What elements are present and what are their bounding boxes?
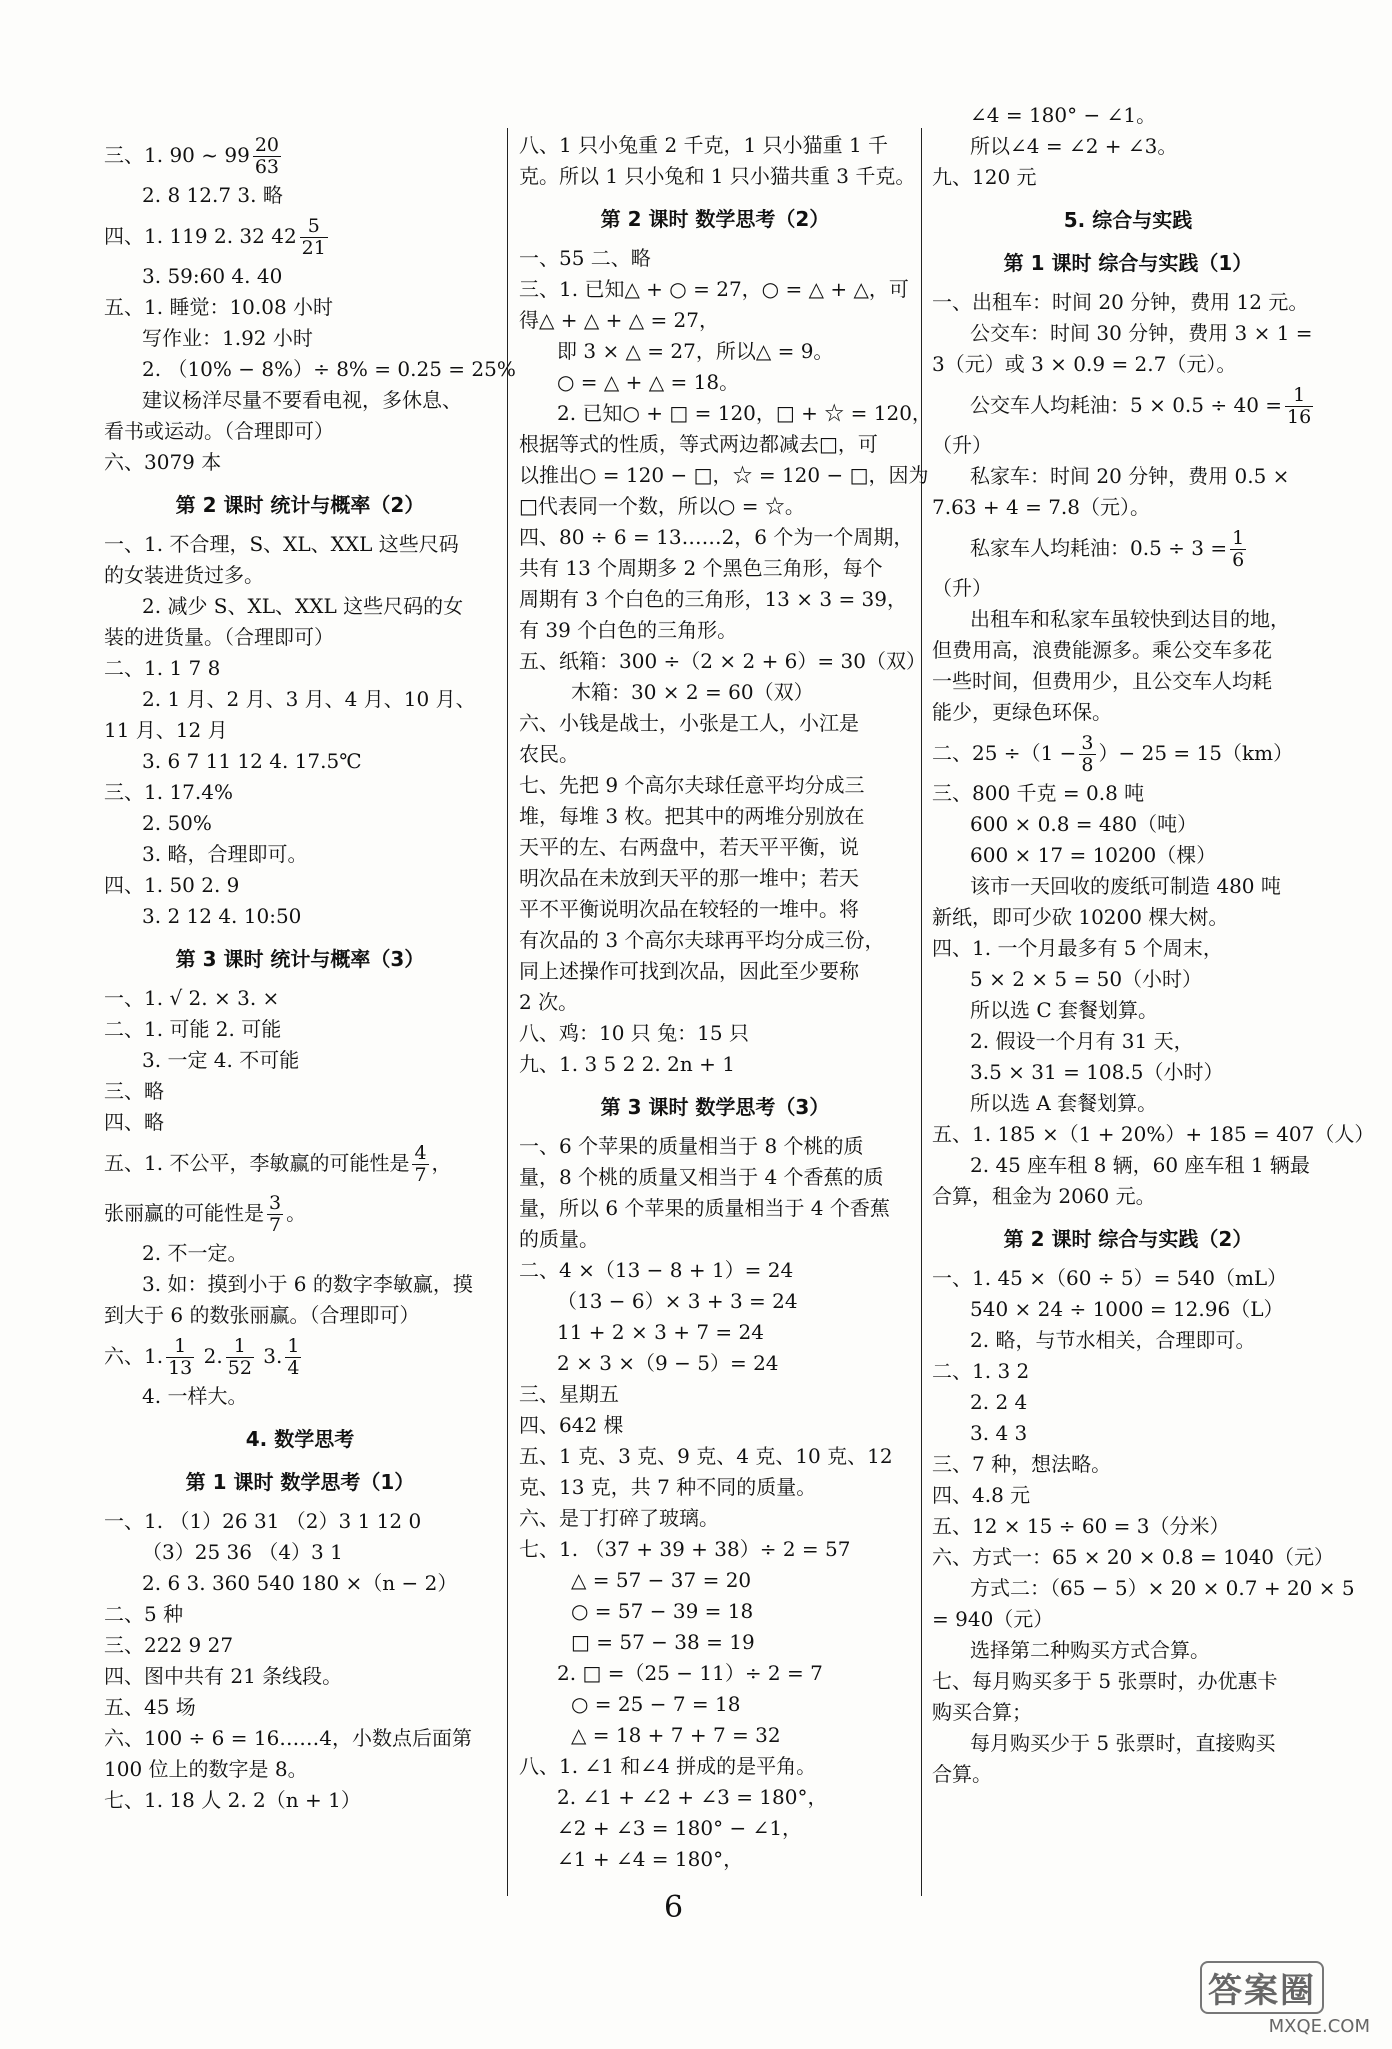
text-line: （升） — [932, 433, 992, 457]
text-line: 所以选 A 套餐划算。 — [970, 1091, 1158, 1115]
text-line: 新纸，即可少砍 10200 棵大树。 — [932, 905, 1229, 929]
fraction: $\frac{20}{63}$ — [254, 134, 279, 178]
text-line: 三、800 千克 = 0.8 吨 — [932, 781, 1145, 805]
text-line: 3.5 × 31 = 108.5（小时） — [970, 1060, 1224, 1084]
text-line: 2. （10% − 8%）÷ 8% = 0.25 = 25% — [142, 357, 516, 381]
text-line: 二、1. 3 2 — [932, 1359, 1030, 1383]
fraction: $\frac{3}{7}$ — [269, 1192, 282, 1236]
text-line: 四、80 ÷ 6 = 13……2，6 个为一个周期， — [519, 525, 914, 549]
watermark-logo-text: 答案圈 — [1200, 1961, 1324, 2014]
section-heading: 第 2 课时 综合与实践（2） — [1003, 1227, 1253, 1251]
text-line: 周期有 3 个白色的三角形，13 × 3 = 39， — [519, 587, 908, 611]
text-line: 7.63 + 4 = 7.8（元）。 — [932, 495, 1151, 519]
text-line: ○ = 57 − 39 = 18 — [571, 1599, 754, 1623]
chapter-heading: 4. 数学思考 — [245, 1427, 355, 1451]
text-line: 2 × 3 ×（9 − 5）= 24 — [557, 1351, 779, 1375]
text-line: 2. 减少 S、XL、XXL 这些尺码的女 — [142, 594, 464, 618]
text-line: （13 − 6）× 3 + 3 = 24 — [557, 1289, 798, 1313]
text-line: 三、7 种，想法略。 — [932, 1452, 1112, 1476]
page-number: 6 — [664, 1890, 684, 1925]
text-line: 选择第二种购买方式合算。 — [970, 1638, 1210, 1662]
text-line: 八、1. ∠1 和∠4 拼成的是平角。 — [519, 1754, 817, 1778]
text-line: 2. 50% — [142, 811, 212, 835]
text-line: = 940（元） — [932, 1607, 1054, 1631]
text-line: 五、1. 不公平，李敏赢的可能性是 $\frac{4}{7}$ ， — [104, 1142, 452, 1186]
text-line: 公交车人均耗油：5 × 0.5 ÷ 40 = $\frac{1}{16}$ — [970, 384, 1312, 428]
text-line: 六、100 ÷ 6 = 16……4，小数点后面第 — [104, 1726, 473, 1750]
text-line: 2 次。 — [519, 990, 579, 1014]
text-line: ○ = 25 − 7 = 18 — [571, 1692, 741, 1716]
text-line: 有 39 个白色的三角形。 — [519, 618, 738, 642]
text-line: ○ = △ + △ = 18。 — [557, 370, 740, 394]
text-line: 600 × 0.8 = 480（吨） — [970, 812, 1198, 836]
text-line: 以推出○ = 120 − □，☆ = 120 − □，因为 — [519, 463, 929, 487]
text-line: 八、鸡：10 只 兔：15 只 — [519, 1021, 749, 1045]
text-line: 二、5 种 — [104, 1602, 184, 1626]
text-line: 一、1. 45 ×（60 ÷ 5）= 540（mL） — [932, 1266, 1288, 1290]
text-line: 但费用高，浪费能源多。乘公交车多花 — [932, 638, 1272, 662]
section-heading: 第 2 课时 统计与概率（2） — [175, 493, 425, 517]
text-line: 三、略 — [104, 1079, 164, 1103]
text-line: 出租车和私家车虽较快到达目的地， — [970, 607, 1290, 631]
text-line: 平不平衡说明次品在较轻的一堆中。将 — [519, 897, 859, 921]
fraction: $\frac{5}{21}$ — [301, 215, 326, 259]
text-line: ∠1 + ∠4 = 180°， — [557, 1847, 744, 1871]
text-line: 2. 1 月、2 月、3 月、4 月、10 月、 — [142, 687, 476, 711]
text-line: 3. 一定 4. 不可能 — [142, 1048, 300, 1072]
text-line: 所以选 C 套餐划算。 — [970, 998, 1159, 1022]
text-line: 六、1. $\frac{1}{13}$ 2. $\frac{1}{52}$ 3. $\frac{1}{4}$ — [104, 1335, 300, 1379]
text-line: 一、55 二、略 — [519, 246, 651, 270]
column-divider-left — [507, 128, 508, 1896]
fraction: $\frac{1}{52}$ — [227, 1335, 252, 1379]
text-line: 二、1. 可能 2. 可能 — [104, 1017, 282, 1041]
section-heading: 第 3 课时 数学思考（3） — [600, 1095, 830, 1119]
text-line: 100 位上的数字是 8。 — [104, 1757, 308, 1781]
text-line: 2. 45 座车租 8 辆，60 座车租 1 辆最 — [970, 1153, 1310, 1177]
text-line: 明次品在未放到天平的那一堆中；若天 — [519, 866, 859, 890]
text-line: 四、图中共有 21 条线段。 — [104, 1664, 343, 1688]
text-line: 五、1 克、3 克、9 克、4 克、10 克、12 — [519, 1444, 893, 1468]
text-line: （3）25 36 （4）3 1 — [142, 1540, 343, 1564]
text-line: 一、出租车：时间 20 分钟，费用 12 元。 — [932, 290, 1309, 314]
text-line: 五、12 × 15 ÷ 60 = 3（分米） — [932, 1514, 1230, 1538]
text-line: 合算。 — [932, 1762, 992, 1786]
text-line: 七、1. （37 + 39 + 38）÷ 2 = 57 — [519, 1537, 851, 1561]
text-line: 同上述操作可找到次品，因此至少要称 — [519, 959, 859, 983]
fraction: $\frac{4}{7}$ — [414, 1142, 427, 1186]
section-heading: 第 2 课时 数学思考（2） — [600, 207, 830, 231]
text-line: 八、1 只小兔重 2 千克，1 只小猫重 1 千 — [519, 133, 889, 157]
fraction: $\frac{1}{6}$ — [1232, 527, 1245, 571]
text-line: 三、1. 17.4% — [104, 780, 233, 804]
text-line: 即 3 × △ = 27，所以△ = 9。 — [557, 339, 834, 363]
text-line: 天平的左、右两盘中，若天平平衡，说 — [519, 835, 859, 859]
text-line: 九、120 元 — [932, 165, 1037, 189]
text-line: 能少，更绿色环保。 — [932, 700, 1112, 724]
text-line: 合算，租金为 2060 元。 — [932, 1184, 1156, 1208]
fraction: $\frac{1}{4}$ — [287, 1335, 300, 1379]
text-line: 一、6 个苹果的质量相当于 8 个桃的质 — [519, 1134, 864, 1158]
text-line: 二、4 ×（13 − 8 + 1）= 24 — [519, 1258, 794, 1282]
text-line: 四、1. 一个月最多有 5 个周末， — [932, 936, 1223, 960]
text-line: 2. 假设一个月有 31 天， — [970, 1029, 1194, 1053]
section-heading: 第 3 课时 统计与概率（3） — [175, 947, 425, 971]
text-line: 共有 13 个周期多 2 个黑色三角形，每个 — [519, 556, 883, 580]
text-line: 七、1. 18 人 2. 2（n + 1） — [104, 1788, 361, 1812]
text-line: ∠2 + ∠3 = 180° − ∠1， — [557, 1816, 803, 1840]
text-line: 3. 4 3 — [970, 1421, 1028, 1445]
text-line: 建议杨洋尽量不要看电视，多休息、 — [142, 388, 462, 412]
text-line: 三、星期五 — [519, 1382, 619, 1406]
text-line: 七、先把 9 个高尔夫球任意平均分成三 — [519, 773, 865, 797]
text-line: 11 + 2 × 3 + 7 = 24 — [557, 1320, 764, 1344]
text-line: （升） — [932, 576, 992, 600]
text-line: 克。所以 1 只小兔和 1 只小猫共重 3 千克。 — [519, 164, 916, 188]
column-divider-right — [921, 128, 922, 1896]
text-line: 一、1. 不合理，S、XL、XXL 这些尺码 — [104, 532, 459, 556]
text-line: 该市一天回收的废纸可制造 480 吨 — [970, 874, 1281, 898]
text-line: 堆，每堆 3 枚。把其中的两堆分别放在 — [519, 804, 865, 828]
answer-column-1 — [104, 130, 516, 1816]
section-heading: 第 1 课时 数学思考（1） — [185, 1470, 415, 1494]
text-line: 九、1. 3 5 2 2. 2n + 1 — [519, 1052, 735, 1076]
text-line: 三、1. 已知△ + ○ = 27，○ = △ + △，可 — [519, 277, 909, 301]
text-line: 量，8 个桃的质量又相当于 4 个香蕉的质 — [519, 1165, 884, 1189]
text-line: 到大于 6 的数张丽赢。（合理即可） — [104, 1303, 420, 1327]
text-line: 一些时间，但费用少，且公交车人均耗 — [932, 669, 1272, 693]
text-line: 540 × 24 ÷ 1000 = 12.96（L） — [970, 1297, 1284, 1321]
fraction: $\frac{1}{13}$ — [168, 1335, 193, 1379]
text-line: △ = 57 − 37 = 20 — [571, 1568, 752, 1592]
text-line: 四、略 — [104, 1110, 164, 1134]
text-line: 五、45 场 — [104, 1695, 196, 1719]
text-line: 六、是丁打碎了玻璃。 — [519, 1506, 719, 1530]
answer-column-2 — [519, 130, 932, 1875]
watermark-logo — [1200, 1961, 1370, 2037]
text-line: 克、13 克，共 7 种不同的质量。 — [519, 1475, 817, 1499]
text-line: 所以∠4 = ∠2 + ∠3。 — [970, 134, 1178, 158]
text-line: 二、1. 1 7 8 — [104, 656, 221, 680]
text-line: 的质量。 — [519, 1227, 599, 1251]
text-line: 4. 一样大。 — [142, 1384, 248, 1408]
text-line: 张丽赢的可能性是 $\frac{3}{7}$ 。 — [104, 1192, 307, 1236]
text-line: 四、1. 50 2. 9 — [104, 873, 240, 897]
answer-column-3 — [932, 100, 1375, 1790]
text-line: 5 × 2 × 5 = 50（小时） — [970, 967, 1203, 991]
text-line: 2. 不一定。 — [142, 1241, 248, 1265]
text-line: 3. 略，合理即可。 — [142, 842, 308, 866]
text-line: 五、纸箱：300 ÷（2 × 2 + 6）= 30（双） — [519, 649, 926, 673]
chapter-heading: 5. 综合与实践 — [1063, 208, 1193, 232]
text-line: 2. 略，与节水相关，合理即可。 — [970, 1328, 1256, 1352]
fraction: $\frac{3}{8}$ — [1081, 732, 1094, 776]
section-heading: 第 1 课时 综合与实践（1） — [1003, 251, 1253, 275]
text-line: □ = 57 − 38 = 19 — [571, 1630, 755, 1654]
text-line: 三、1. 90 ~ 99 $\frac{20}{63}$ — [104, 134, 279, 178]
text-line: 七、每月购买多于 5 张票时，办优惠卡 — [932, 1669, 1278, 1693]
text-line: 公交车：时间 30 分钟，费用 3 × 1 = — [970, 321, 1313, 345]
text-line: △ = 18 + 7 + 7 = 32 — [571, 1723, 781, 1747]
text-line: 购买合算； — [932, 1700, 1032, 1724]
text-line: 方式二：（65 − 5）× 20 × 0.7 + 20 × 5 — [970, 1576, 1355, 1600]
watermark-url: MXQE.COM — [1268, 2016, 1370, 2037]
text-line: 3. 如：摸到小于 6 的数字李敏赢，摸 — [142, 1272, 473, 1296]
text-line: 11 月、12 月 — [104, 718, 228, 742]
text-line: 私家车：时间 20 分钟，费用 0.5 × — [970, 464, 1290, 488]
text-line: 二、25 ÷（1 − $\frac{3}{8}$ ）− 25 = 15（km） — [932, 732, 1294, 776]
text-line: 看书或运动。（合理即可） — [104, 419, 334, 443]
text-line: 2. □ =（25 − 11）÷ 2 = 7 — [557, 1661, 823, 1685]
text-line: 根据等式的性质，等式两边都减去□，可 — [519, 432, 878, 456]
text-line: 四、4.8 元 — [932, 1483, 1031, 1507]
text-line: 有次品的 3 个高尔夫球再平均分成三份， — [519, 928, 885, 952]
text-line: 四、642 棵 — [519, 1413, 624, 1437]
text-line: 六、小钱是战士，小张是工人，小江是 — [519, 711, 859, 735]
text-line: 2. 2 4 — [970, 1390, 1028, 1414]
text-line: 六、3079 本 — [104, 450, 222, 474]
text-line: 3. 2 12 4. 10:50 — [142, 904, 302, 928]
text-line: 的女装进货过多。 — [104, 563, 264, 587]
text-line: 三、222 9 27 — [104, 1633, 234, 1657]
text-line: 3. 59:60 4. 40 — [142, 264, 283, 288]
text-line: 3（元）或 3 × 0.9 = 2.7（元）。 — [932, 352, 1237, 376]
text-line: 一、1. （1）26 31 （2）3 1 12 0 — [104, 1509, 422, 1533]
text-line: 量，所以 6 个苹果的质量相当于 4 个香蕉 — [519, 1196, 890, 1220]
text-line: 2. 8 12.7 3. 略 — [142, 183, 283, 207]
text-line: 得△ + △ + △ = 27， — [519, 308, 720, 332]
text-line: 装的进货量。（合理即可） — [104, 625, 334, 649]
text-line: 一、1. √ 2. × 3. × — [104, 986, 280, 1010]
text-line: 五、1. 睡觉：10.08 小时 — [104, 295, 334, 319]
text-line: 3. 6 7 11 12 4. 17.5℃ — [142, 749, 362, 773]
text-line: ∠4 = 180° − ∠1。 — [970, 103, 1157, 127]
text-line: 每月购买少于 5 张票时，直接购买 — [970, 1731, 1276, 1755]
text-line: 2. ∠1 + ∠2 + ∠3 = 180°， — [557, 1785, 828, 1809]
text-line: 2. 6 3. 360 540 180 ×（n − 2） — [142, 1571, 458, 1595]
text-line: 2. 已知○ + □ = 120，□ + ☆ = 120， — [557, 401, 932, 425]
text-line: 四、1. 119 2. 32 42 $\frac{5}{21}$ — [104, 215, 326, 259]
text-line: 私家车人均耗油：0.5 ÷ 3 = $\frac{1}{6}$ — [970, 527, 1245, 571]
fraction: $\frac{1}{16}$ — [1287, 384, 1312, 428]
text-line: 六、方式一：65 × 20 × 0.8 = 1040（元） — [932, 1545, 1335, 1569]
text-line: 600 × 17 = 10200（棵） — [970, 843, 1217, 867]
text-line: 木箱：30 × 2 = 60（双） — [571, 680, 814, 704]
text-line: □代表同一个数，所以○ = ☆。 — [519, 494, 805, 518]
text-line: 农民。 — [519, 742, 579, 766]
text-line: 五、1. 185 ×（1 + 20%）+ 185 = 407（人） — [932, 1122, 1375, 1146]
text-line: 写作业：1.92 小时 — [142, 326, 313, 350]
